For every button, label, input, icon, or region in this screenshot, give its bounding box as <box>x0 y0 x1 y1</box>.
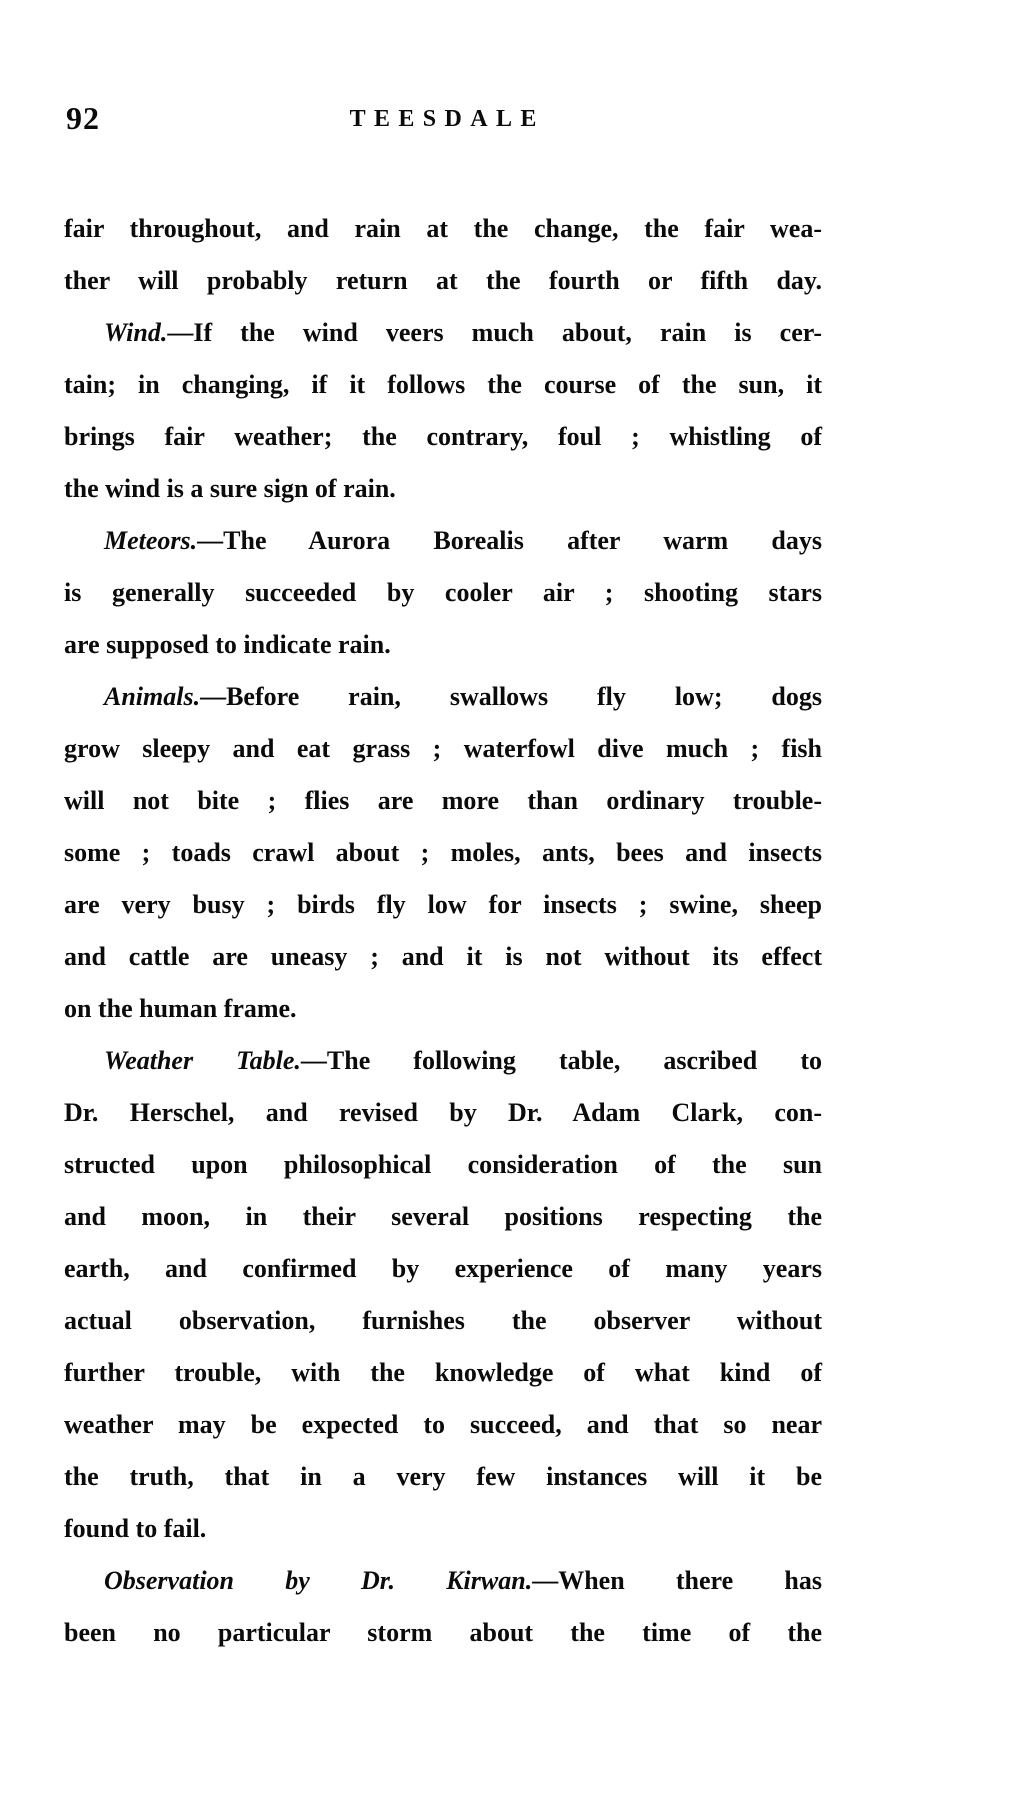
line-text: been no particular storm about the time of the <box>64 1618 822 1647</box>
text-line <box>64 567 822 619</box>
line-text: ther will probably return at the fourth or fifth day. <box>64 266 822 295</box>
line-text: the truth, that in a very few instances will it be <box>64 1462 822 1491</box>
text-line <box>64 1139 822 1191</box>
text-line <box>64 671 822 723</box>
line-text: —The following table, ascribed to <box>300 1046 822 1075</box>
line-text: fair throughout, and rain at the change, the fair wea- <box>64 214 822 243</box>
text-line <box>64 931 822 983</box>
running-head <box>64 100 822 148</box>
text-line <box>64 411 822 463</box>
line-text: are very busy ; birds fly low for insects ; swine, sheep <box>64 890 822 919</box>
text-line <box>64 619 822 671</box>
line-text: will not bite ; flies are more than ordinary trouble- <box>64 786 822 815</box>
page-number: 92 <box>66 100 100 136</box>
text-line <box>64 1035 822 1087</box>
line-text: and moon, in their several positions respecting the <box>64 1202 822 1231</box>
line-text: on the human frame. <box>64 994 297 1023</box>
line-text: —When there has <box>532 1566 822 1595</box>
text-line <box>64 827 822 879</box>
text-line <box>64 1607 822 1659</box>
line-text: tain; in changing, if it follows the course of the sun, it <box>64 370 822 399</box>
line-text: and cattle are uneasy ; and it is not without its effect <box>64 942 822 971</box>
line-text: further trouble, with the knowledge of what kind of <box>64 1358 822 1387</box>
paragraph-lead-word: Animals. <box>104 682 201 711</box>
line-text: —Before rain, swallows fly low; dogs <box>200 682 822 711</box>
text-line <box>64 1503 822 1555</box>
line-text: —The Aurora Borealis after warm days <box>197 526 822 555</box>
text-block <box>64 203 822 1659</box>
text-line <box>64 515 822 567</box>
text-line <box>64 359 822 411</box>
text-line <box>64 203 822 255</box>
line-text: brings fair weather; the contrary, foul ; whistling of <box>64 422 822 451</box>
text-line <box>64 1191 822 1243</box>
text-line <box>64 1243 822 1295</box>
line-text: earth, and confirmed by experience of many years <box>64 1254 822 1283</box>
paragraph-lead-word: Meteors. <box>104 526 198 555</box>
paragraph-lead-word: Wind. <box>104 318 168 347</box>
text-line <box>64 723 822 775</box>
line-text: structed upon philosophical consideration of the sun <box>64 1150 822 1179</box>
line-text: —If the wind veers much about, rain is cer- <box>167 318 822 347</box>
text-line <box>64 1087 822 1139</box>
text-line <box>64 983 822 1035</box>
text-line <box>64 879 822 931</box>
text-line <box>64 1347 822 1399</box>
line-text: are supposed to indicate rain. <box>64 630 391 659</box>
text-line <box>64 463 822 515</box>
running-title: TEESDALE <box>349 106 545 132</box>
paragraph-lead-word: Weather Table. <box>104 1046 301 1075</box>
text-line <box>64 1399 822 1451</box>
line-text: Dr. Herschel, and revised by Dr. Adam Clark, con- <box>64 1098 822 1127</box>
paragraph-lead-word: Observation by Dr. Kirwan. <box>104 1566 533 1595</box>
text-line <box>64 1555 822 1607</box>
line-text: is generally succeeded by cooler air ; shooting stars <box>64 578 822 607</box>
line-text: grow sleepy and eat grass ; waterfowl dive much ; fish <box>64 734 822 763</box>
text-line <box>64 1451 822 1503</box>
line-text: actual observation, furnishes the observer without <box>64 1306 822 1335</box>
line-text: the wind is a sure sign of rain. <box>64 474 396 503</box>
line-text: found to fail. <box>64 1514 207 1543</box>
line-text: weather may be expected to succeed, and that so near <box>64 1410 822 1439</box>
line-text: some ; toads crawl about ; moles, ants, bees and insects <box>64 838 822 867</box>
text-line <box>64 775 822 827</box>
text-line <box>64 307 822 359</box>
text-line <box>64 1295 822 1347</box>
text-line <box>64 255 822 307</box>
